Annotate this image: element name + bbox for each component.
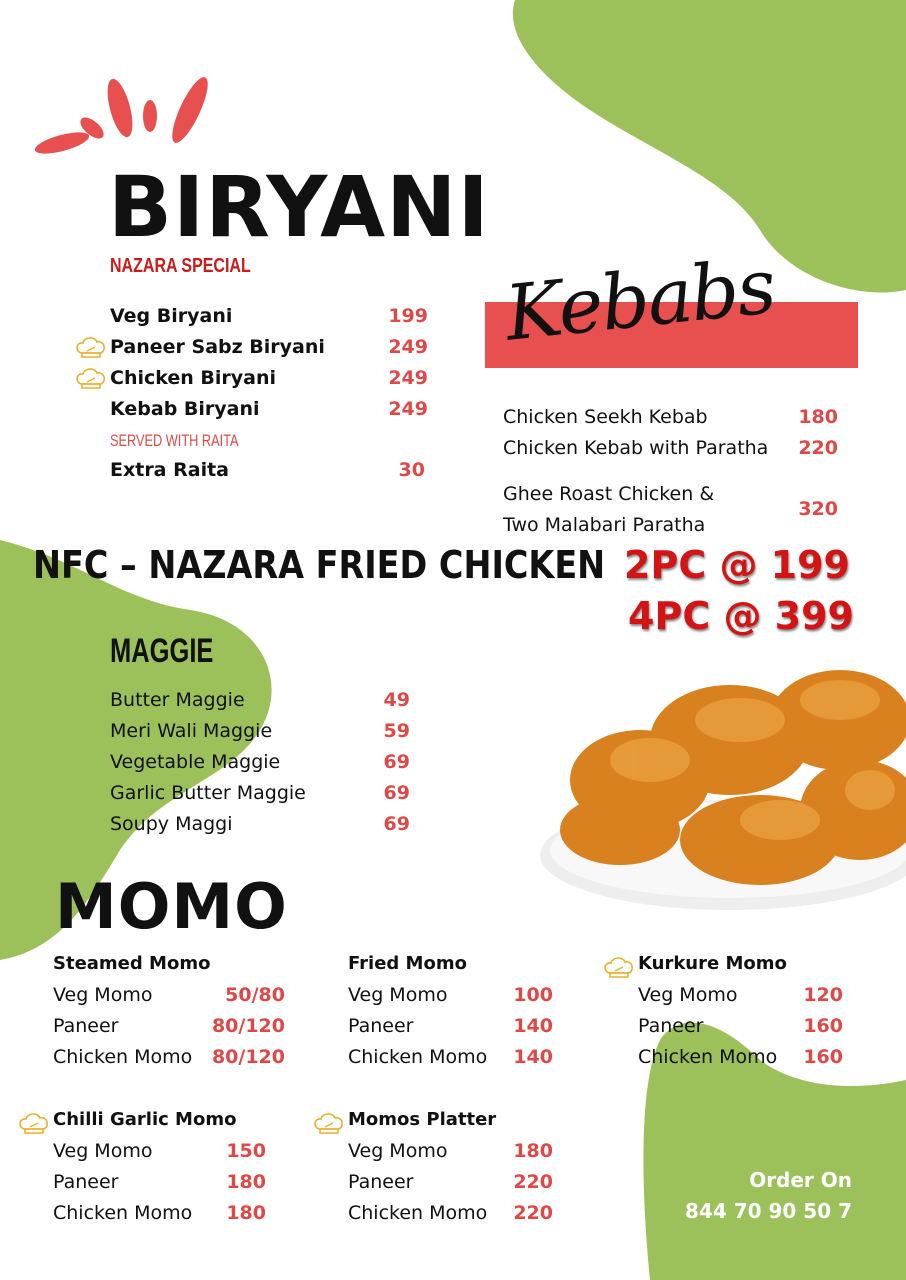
item-name: [503, 479, 714, 541]
item-name: Garlic Butter Maggie: [110, 782, 306, 804]
item-name: Veg Momo: [348, 984, 448, 1006]
item-name-line: Ghee Roast Chicken &: [503, 483, 715, 505]
momo-group-title: Steamed Momo: [53, 953, 211, 974]
biryani-subtitle: NAZARA SPECIAL: [110, 255, 251, 277]
item-price: 140: [513, 1015, 553, 1037]
chef-hat-icon: [603, 955, 635, 979]
item-name: Veg Momo: [53, 984, 153, 1006]
item-name: Paneer: [53, 1171, 119, 1193]
menu-item: [503, 402, 838, 432]
biryani-title: BIRYANI: [108, 158, 490, 256]
item-price: 220: [513, 1202, 553, 1224]
menu-item: [348, 980, 553, 1010]
item-price: 30: [398, 459, 425, 481]
momo-group-title: Momos Platter: [348, 1109, 497, 1130]
item-price: 160: [803, 1015, 843, 1037]
menu-item: [110, 716, 410, 746]
item-name: Chicken Seekh Kebab: [503, 406, 708, 428]
kebabs-title: Kebabs: [501, 241, 779, 358]
item-price: 180: [513, 1140, 553, 1162]
item-price: 140: [513, 1046, 553, 1068]
menu-item: [638, 1042, 843, 1072]
menu-item: [110, 809, 410, 839]
item-name: Chicken Momo: [53, 1202, 193, 1224]
menu-item: [348, 1042, 553, 1072]
nfc-offer-4pc: 4PC @ 399: [628, 594, 854, 638]
menu-item: [638, 980, 843, 1010]
menu-item: [53, 1198, 266, 1228]
chef-hat-icon: [313, 1111, 345, 1135]
item-price: 249: [388, 336, 428, 358]
item-name: Paneer: [638, 1015, 704, 1037]
menu-item: [110, 301, 428, 331]
item-name-line: Two Malabari Paratha: [503, 514, 706, 536]
item-name: Veg Momo: [53, 1140, 153, 1162]
item-name: Chicken Momo: [53, 1046, 193, 1068]
menu-item-extra-raita: [110, 455, 425, 485]
menu-item: [348, 1198, 553, 1228]
menu-item: [110, 394, 428, 424]
item-price: 69: [383, 813, 410, 835]
menu-item: [53, 1167, 266, 1197]
item-name: Chicken Momo: [348, 1046, 488, 1068]
menu-item: [110, 778, 410, 808]
chef-hat-icon: [18, 1111, 50, 1135]
menu-item: [53, 1042, 285, 1072]
item-price: 220: [798, 437, 838, 459]
maggie-title: MAGGIE: [110, 632, 214, 670]
menu-item: [503, 479, 838, 541]
nfc-offer-2pc: 2PC @ 199: [624, 543, 850, 587]
item-name: Paneer: [53, 1015, 119, 1037]
order-on-label: Order On: [749, 1168, 852, 1192]
menu-item: [348, 1167, 553, 1197]
item-name: Chicken Momo: [638, 1046, 778, 1068]
menu-item: [348, 1136, 553, 1166]
item-price: 69: [383, 751, 410, 773]
menu-item: [110, 363, 428, 393]
menu-item: [503, 433, 838, 463]
nfc-title: NFC – NAZARA FRIED CHICKEN: [33, 543, 606, 587]
item-price: 50/80: [225, 984, 285, 1006]
served-with-raita-note: SERVED WITH RAITA: [110, 431, 239, 450]
item-price: 180: [798, 406, 838, 428]
momo-group-title: Kurkure Momo: [638, 953, 787, 974]
item-name: Kebab Biryani: [110, 398, 260, 420]
chef-hat-icon: [75, 335, 107, 359]
item-price: 160: [803, 1046, 843, 1068]
item-price: 180: [226, 1202, 266, 1224]
item-name: Meri Wali Maggie: [110, 720, 273, 742]
item-price: 150: [226, 1140, 266, 1162]
item-name: Paneer: [348, 1015, 414, 1037]
item-name: Veg Biryani: [110, 305, 233, 327]
item-name: Vegetable Maggie: [110, 751, 281, 773]
item-price: 80/120: [211, 1015, 285, 1037]
item-price: 180: [226, 1171, 266, 1193]
item-name: Paneer Sabz Biryani: [110, 336, 325, 358]
item-name: Veg Momo: [638, 984, 738, 1006]
menu-item: [110, 685, 410, 715]
menu-item: [53, 1136, 266, 1166]
item-name: Chicken Momo: [348, 1202, 488, 1224]
chef-hat-icon: [75, 366, 107, 390]
menu-item: [110, 747, 410, 777]
momo-group-title: Chilli Garlic Momo: [53, 1109, 237, 1130]
item-price: 220: [513, 1171, 553, 1193]
menu-item: [110, 332, 428, 362]
item-name: Chicken Biryani: [110, 367, 277, 389]
item-price: 120: [803, 984, 843, 1006]
fried-chicken-image: [540, 670, 906, 910]
item-name: Extra Raita: [110, 459, 229, 481]
item-price: 249: [388, 398, 428, 420]
item-price: 100: [513, 984, 553, 1006]
item-price: 80/120: [211, 1046, 285, 1068]
item-name: Butter Maggie: [110, 689, 245, 711]
menu-item: [348, 1011, 553, 1041]
item-price: 69: [383, 782, 410, 804]
menu-item: [53, 1011, 285, 1041]
menu-item: [638, 1011, 843, 1041]
menu-item: [53, 980, 285, 1010]
order-phone-number[interactable]: 844 70 90 50 7: [684, 1199, 852, 1223]
item-price: 49: [383, 689, 410, 711]
item-name: Chicken Kebab with Paratha: [503, 437, 769, 459]
item-name: Soupy Maggi: [110, 813, 233, 835]
momo-title: MOMO: [55, 870, 288, 943]
item-price: 199: [388, 305, 428, 327]
item-price: 59: [383, 720, 410, 742]
item-name: Paneer: [348, 1171, 414, 1193]
item-price: 249: [388, 367, 428, 389]
item-price: 320: [798, 498, 838, 520]
item-name: Veg Momo: [348, 1140, 448, 1162]
momo-group-title: Fried Momo: [348, 953, 467, 974]
red-accent-strokes-icon: [33, 73, 214, 158]
